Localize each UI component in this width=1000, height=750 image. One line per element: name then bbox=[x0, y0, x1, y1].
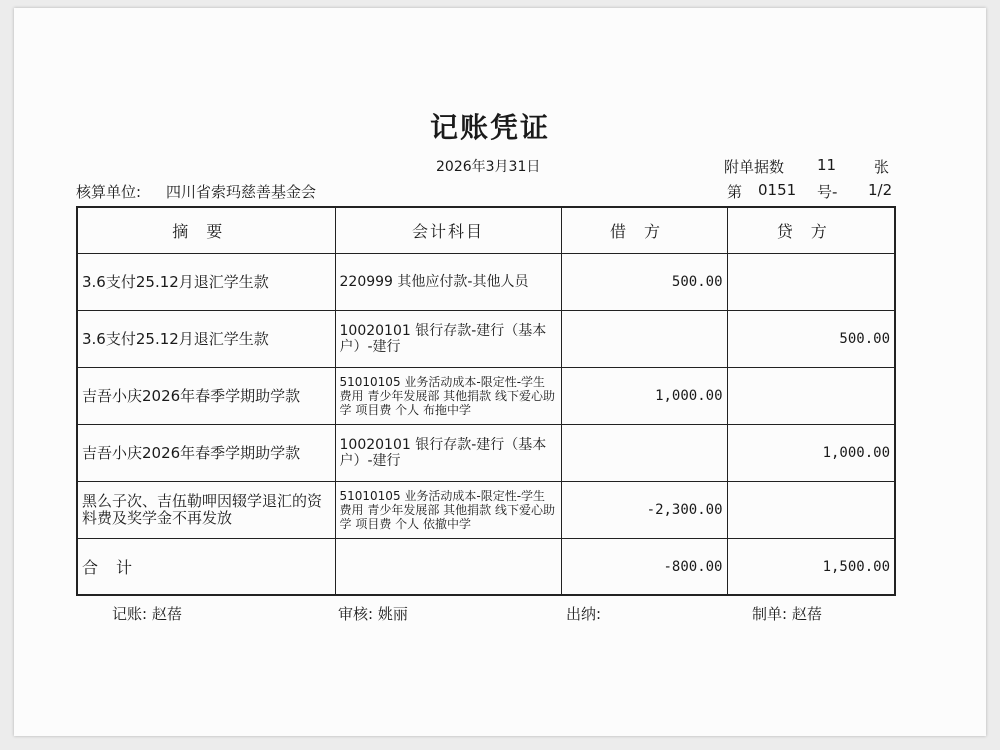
row-debit: -2,300.00 bbox=[561, 482, 727, 539]
voucher-table bbox=[76, 206, 896, 596]
column-header-debit: 借方 bbox=[561, 207, 727, 254]
attachments-label: 附单据数 bbox=[724, 158, 785, 176]
table-row bbox=[77, 425, 895, 482]
total-label-text: 合计 bbox=[82, 558, 151, 577]
total-label bbox=[77, 539, 335, 596]
row-debit bbox=[561, 311, 727, 368]
row-summary: 吉吾小庆2026年春季学期助学款 bbox=[77, 368, 335, 425]
voucher-number: 0151 bbox=[758, 181, 797, 199]
row-credit bbox=[727, 482, 895, 539]
table-row bbox=[77, 482, 895, 539]
column-header-account: 会计科目 bbox=[335, 207, 561, 254]
preparer-signature: 制单: 赵蓓 bbox=[752, 605, 822, 623]
voucher-date: 2026年3月31日 bbox=[436, 159, 541, 175]
voucher-page: 1/2 bbox=[868, 181, 893, 199]
row-summary: 3.6支付25.12月退汇学生款 bbox=[77, 254, 335, 311]
row-account: 51010105 业务活动成本-限定性-学生费用 青少年发展部 其他捐款 线下爱心助学 项目费 个人 布拖中学 bbox=[335, 368, 561, 425]
table-row bbox=[77, 311, 895, 368]
row-debit: 1,000.00 bbox=[561, 368, 727, 425]
row-credit bbox=[727, 254, 895, 311]
bookkeeper-signature: 记账: 赵蓓 bbox=[112, 605, 182, 623]
accounting-unit-label: 核算单位: bbox=[76, 183, 142, 201]
total-credit: 1,500.00 bbox=[727, 539, 895, 596]
total-debit: -800.00 bbox=[561, 539, 727, 596]
row-summary: 吉吾小庆2026年春季学期助学款 bbox=[77, 425, 335, 482]
voucher-title: 记账凭证 bbox=[430, 111, 551, 144]
reviewer-signature: 审核: 姚丽 bbox=[338, 605, 408, 623]
column-header-summary: 摘要 bbox=[77, 207, 335, 254]
row-credit: 500.00 bbox=[727, 311, 895, 368]
row-debit bbox=[561, 425, 727, 482]
row-summary: 黑么子次、吉伍勒呷因辍学退汇的资料费及奖学金不再发放 bbox=[77, 482, 335, 539]
row-account: 220999 其他应付款-其他人员 bbox=[335, 254, 561, 311]
table-header-row bbox=[77, 207, 895, 254]
accounting-unit-name: 四川省索玛慈善基金会 bbox=[166, 183, 317, 201]
voucher-number-prefix: 第 bbox=[727, 183, 743, 201]
row-summary: 3.6支付25.12月退汇学生款 bbox=[77, 311, 335, 368]
table-row bbox=[77, 368, 895, 425]
cashier-signature: 出纳: bbox=[566, 605, 602, 623]
attachments-unit: 张 bbox=[874, 158, 890, 176]
row-credit: 1,000.00 bbox=[727, 425, 895, 482]
total-row bbox=[77, 539, 895, 596]
row-account: 10020101 银行存款-建行（基本户）-建行 bbox=[335, 425, 561, 482]
row-account: 10020101 银行存款-建行（基本户）-建行 bbox=[335, 311, 561, 368]
total-account-blank bbox=[335, 539, 561, 596]
column-header-credit: 贷方 bbox=[727, 207, 895, 254]
row-debit: 500.00 bbox=[561, 254, 727, 311]
table-row bbox=[77, 254, 895, 311]
attachments-count: 11 bbox=[817, 156, 837, 174]
voucher-number-suffix: 号- bbox=[817, 183, 838, 201]
row-account: 51010105 业务活动成本-限定性-学生费用 青少年发展部 其他捐款 线下爱心助学 项目费 个人 依撤中学 bbox=[335, 482, 561, 539]
row-credit bbox=[727, 368, 895, 425]
